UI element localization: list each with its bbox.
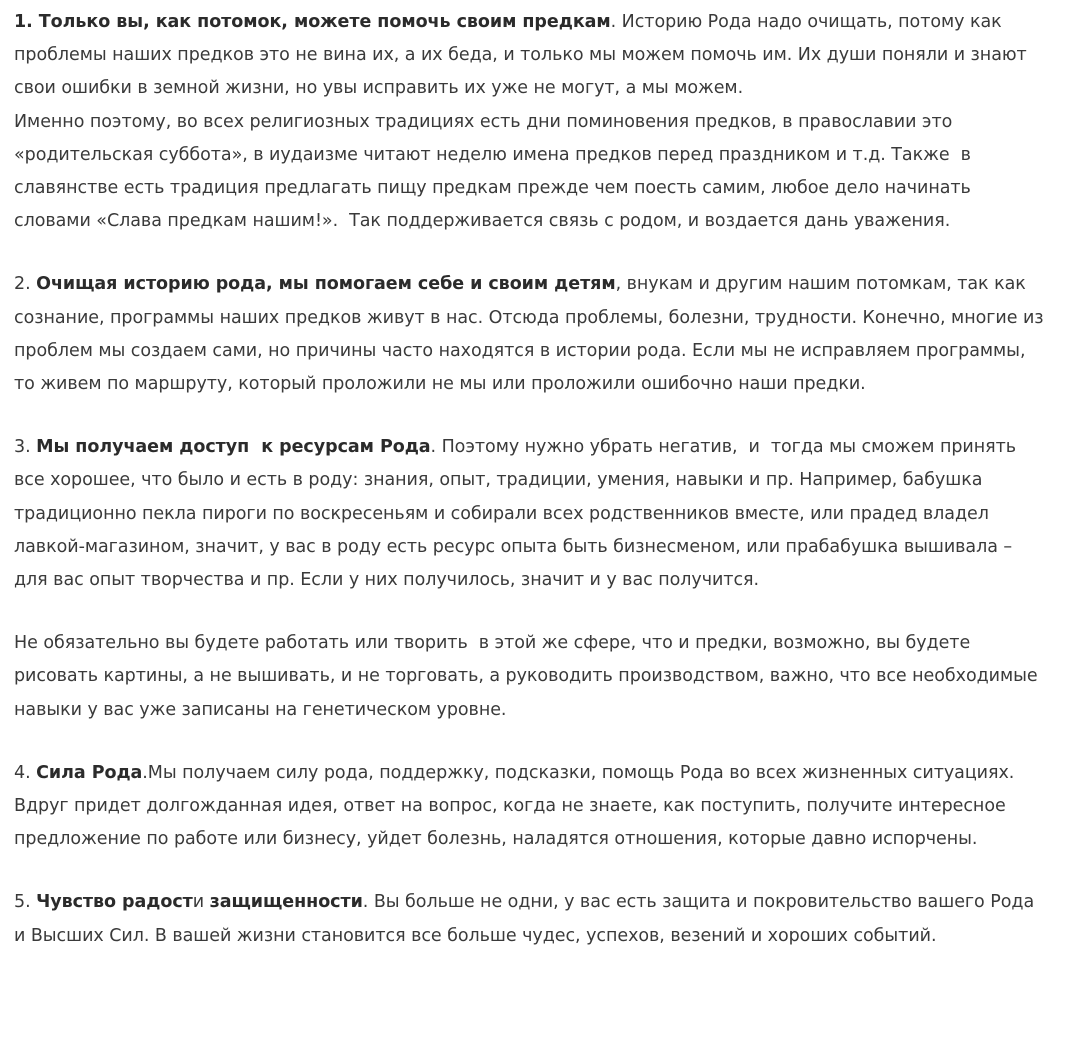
section-1-body: . Историю Рода надо очищать, потому как проблемы наших предков это не вина их, а их беда, и только мы можем помочь им. Их души поняли и знают свои ошибки в земной жизни, но увы исправить их уже не могут, а мы можем. bbox=[14, 12, 1033, 99]
paragraph-section-4 bbox=[14, 757, 1049, 857]
paragraph-section-3 bbox=[14, 431, 1049, 597]
section-3-heading: Мы получаем доступ к ресурсам Рода bbox=[36, 437, 431, 458]
section-4-number: 4. bbox=[14, 762, 37, 783]
paragraph-section-5 bbox=[14, 886, 1049, 952]
section-3-number: 3. bbox=[14, 437, 37, 458]
paragraph-section-2 bbox=[14, 268, 1049, 401]
section-2-heading: Очищая историю рода, мы помогаем себе и своим детям bbox=[36, 274, 616, 295]
section-3-continued-body: Не обязательно вы будете работать или творить в этой же сфере, что и предки, возможно, вы будете рисовать картины, а не вышивать, и не торговать, а руководить производством, важно, что все необходимые навыки у вас уже записаны на генетическом уровне. bbox=[14, 633, 1044, 720]
section-1-number: 1. bbox=[14, 12, 39, 32]
section-2-number: 2. bbox=[14, 274, 37, 295]
section-3-body: . Поэтому нужно убрать негатив, и тогда мы сможем принять все хорошее, что было и есть в роду: знания, опыт, традиции, умения, навыки и пр. Например, бабушка традиционно пекла пироги по воскресеньям и собирали всех родственников вместе, или прадед владел лавкой-магазином, значит, у вас в роду есть ресурс опыта быть бизнесменом, или прабабушка вышивала – для вас опыт творчества и пр. Если у них получилось, значит и у вас получится. bbox=[14, 437, 1024, 591]
section-2-body: , внукам и другим нашим потомкам, так как сознание, программы наших предков живут в нас. Отсюда проблемы, болезни, трудности. Конечно, многие из проблем мы создаем сами, но причины часто находятся в истории рода. Если мы не исправляем программы, то живем по маршруту, который проложили не мы или проложили ошибочно наши предки. bbox=[14, 274, 1050, 395]
section-4-heading: Сила Рода bbox=[36, 762, 143, 783]
section-1-heading: Только вы, как потомок, можете помочь своим предкам bbox=[38, 12, 611, 32]
section-5-body: . Вы больше не одни, у вас есть защита и покровительство вашего Рода и Высших Сил. В вашей жизни становится все больше чудес, успехов, везений и хороших событий. bbox=[14, 892, 1040, 946]
section-1-continued-body: Именно поэтому, во всех религиозных традициях есть дни поминовения предков, в православии это «родительская суббота», в иудаизме читают неделю имена предков перед праздником и т.д. Также в славянстве есть традиция предлагать пищу предкам прежде чем поесть самим, любое дело начинать словами «Слава предкам нашим!». Так поддерживается связь с родом, и воздается дань уважения. bbox=[14, 111, 977, 232]
paragraph-section-1 bbox=[14, 6, 1049, 106]
section-5-heading: Чувство радости защищенности bbox=[36, 892, 363, 913]
section-5-number: 5. bbox=[14, 892, 37, 913]
section-4-body: .Мы получаем силу рода, поддержку, подсказки, помощь Рода во всех жизненных ситуациях. Вдруг придет долгожданная идея, ответ на вопрос, когда не знаете, как поступить, получите интересное предложение по работе или бизнесу, уйдет болезнь, наладятся отношения, которые давно испорчены. bbox=[14, 762, 1020, 850]
paragraph-section-1-continued bbox=[14, 106, 1049, 239]
paragraph-section-3-continued bbox=[14, 627, 1049, 727]
